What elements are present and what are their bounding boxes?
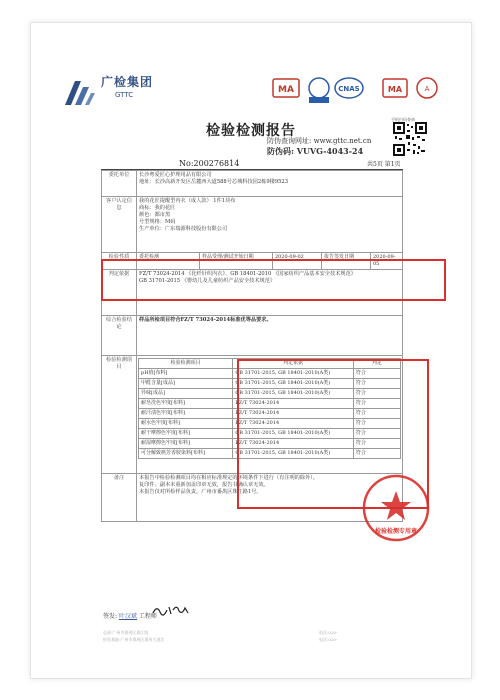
items-header: 判定依据 [233, 359, 354, 369]
item-result: 符合 [353, 439, 400, 449]
sample-line: 号型规格：M码 [139, 219, 176, 225]
client-row [102, 171, 403, 197]
items-header: 判定 [353, 359, 400, 369]
items-header: 检验检测项目 [139, 359, 233, 369]
footer-right-2: 电话:020- [319, 637, 338, 642]
code-label: 防伪码: [267, 146, 294, 156]
report-title: 检验检测报告 [206, 123, 296, 139]
anti-fake-code-line [267, 146, 363, 157]
item-name: pH值[布料] [139, 369, 233, 379]
stamp-text: 检验检测专用章 [374, 528, 418, 535]
item-result: 符合 [353, 429, 400, 439]
sample-cell [137, 197, 403, 253]
svg-text:A: A [424, 85, 430, 93]
date-start-label: 样品受理/测试开始日期 [200, 253, 273, 269]
basis-label: 判定依据 [102, 270, 137, 316]
sample-line: 商标：我的花匠 [139, 205, 176, 211]
item-name: 甲醛含量[成品] [139, 379, 233, 389]
date-sign-label: 报告签发日期 [322, 253, 371, 269]
item-name: 耐汗渍色牢度[布料] [139, 409, 233, 419]
certification-marks [271, 73, 471, 109]
remark-line: 本报告仅对所检样品负责。广州市番禺区珠江路1号。 [139, 489, 262, 495]
footer-left-2: 检验基地:广州市番禺区番禺大道北 [103, 637, 165, 642]
item-basis: FZ/T 73024-2014 [233, 399, 354, 409]
conclusion-row [102, 316, 403, 356]
remark-line: 复印件、副本未重新加盖印章无效，报告书确认章无效。 [139, 482, 269, 488]
svg-text:MA: MA [387, 85, 403, 94]
item-result: 符合 [353, 379, 400, 389]
cnas-mark-icon [335, 78, 363, 98]
sample-line: 生产单位：广东瑞源科技股份有限公司 [139, 226, 228, 232]
basis-line: FZ/T 73024-2014 《化纤针织内衣》、GB 18401-2010 《国家纺织产品基本安全技术规范》 [139, 271, 356, 277]
sample-line: 颜色：都市黑 [139, 212, 171, 218]
item-basis: GB 31701-2015, GB 18401-2010(A类) [233, 449, 354, 459]
code-value: VUVG-4043-24 [296, 146, 364, 156]
remark-label: 备注 [102, 474, 137, 522]
client-cell [137, 171, 403, 197]
gttc-logo-icon [61, 75, 97, 109]
report-number: No:200276814 [179, 159, 240, 168]
sample-row [102, 197, 403, 253]
signature-name: 叶汉斌 [118, 613, 137, 620]
qr-code-icon [393, 122, 427, 156]
cma-mark-icon [273, 79, 299, 97]
date-start-value: 2020-09-02 [273, 253, 322, 269]
report-page [30, 22, 472, 679]
svg-text:MA: MA [278, 85, 294, 95]
remark-line: 本报告中检验检测项目均在相应标准规定的环境条件下进行（有注明的除外）。 [139, 475, 318, 481]
item-basis: GB 31701-2015, GB 18401-2010(A类) [233, 429, 354, 439]
item-result: 符合 [353, 399, 400, 409]
highlight-box-dates [101, 259, 446, 301]
query-label: 防伪查询网址: [267, 137, 312, 145]
item-basis: FZ/T 73024-2014 [233, 439, 354, 449]
client-name: 长沙粤爱匠心护理用品有限公司 [139, 172, 212, 178]
item-result: 符合 [353, 389, 400, 399]
item-name: 耐干摩擦色牢度[布料] [139, 429, 233, 439]
item-basis: FZ/T 73024-2014 [233, 419, 354, 429]
qr-caption: 手机扫码查询 [391, 117, 415, 122]
logo-english-name: GTTC [115, 91, 134, 99]
item-result: 符合 [353, 419, 400, 429]
ilac-mark-icon [309, 78, 329, 103]
cma-mark-2-icon [383, 79, 407, 97]
client-label: 委托单位 [102, 171, 137, 197]
item-result: 符合 [353, 369, 400, 379]
official-stamp-icon [361, 473, 431, 543]
item-basis: GB 31701-2015, GB 18401-2010(A类) [233, 369, 354, 379]
signature-label: 签发: [103, 613, 118, 620]
logo-chinese-name: 广检集团 [101, 75, 154, 89]
item-name: 异味[成品] [139, 389, 233, 399]
item-name: 耐水色牢度[布料] [139, 419, 233, 429]
signature-role: 工程师 [138, 613, 157, 620]
svg-text:CNAS: CNAS [338, 85, 360, 93]
items-label: 检验检测项目 [102, 356, 137, 474]
item-result: 符合 [353, 409, 400, 419]
footer-left-1: 总部:广州市番禺区珠江路 [103, 630, 149, 635]
footer-right-1: 电话:020- [319, 630, 338, 635]
sample-label: 客户认定信息 [102, 197, 137, 253]
handwritten-signature-icon [151, 601, 191, 619]
item-name: 耐皂洗色牢度[布料] [139, 399, 233, 409]
item-basis: GB 31701-2015, GB 18401-2010(A类) [233, 389, 354, 399]
cal-mark-icon [417, 78, 437, 98]
category-label: 检验性质 [102, 253, 137, 270]
item-result: 符合 [353, 449, 400, 459]
conclusion-text: 样品所检项目符合FZ/T 73024-2014标准优等品要求。 [137, 316, 403, 356]
date-sign-value: 2020-09-05 [373, 254, 396, 267]
page-info: 共5页 第1页 [367, 161, 401, 168]
category-value: 委托检测 [137, 253, 200, 269]
signature-line [103, 611, 157, 620]
sample-line: 我的花匠提醒型内衣（成人款） 1件1块布 [139, 198, 236, 204]
item-basis: FZ/T 73024-2014 [233, 409, 354, 419]
item-basis: GB 31701-2015, GB 18401-2010(A类) [233, 379, 354, 389]
basis-line: GB 31701-2015 《婴幼儿及儿童纺织产品安全技术规范》 [139, 278, 276, 284]
query-url: www.gttc.net.cn [313, 137, 372, 145]
query-url-line [267, 136, 371, 146]
item-name: 耐湿摩擦色牢度[布料] [139, 439, 233, 449]
client-address: 地址：长沙高新开发区岳麓西大道588号芯城科技园2栋9楼9523 [139, 179, 289, 185]
conclusion-label: 综合检验结论 [102, 316, 137, 356]
item-name: 可分解致癌芳香胺染料[布料] [139, 449, 233, 459]
